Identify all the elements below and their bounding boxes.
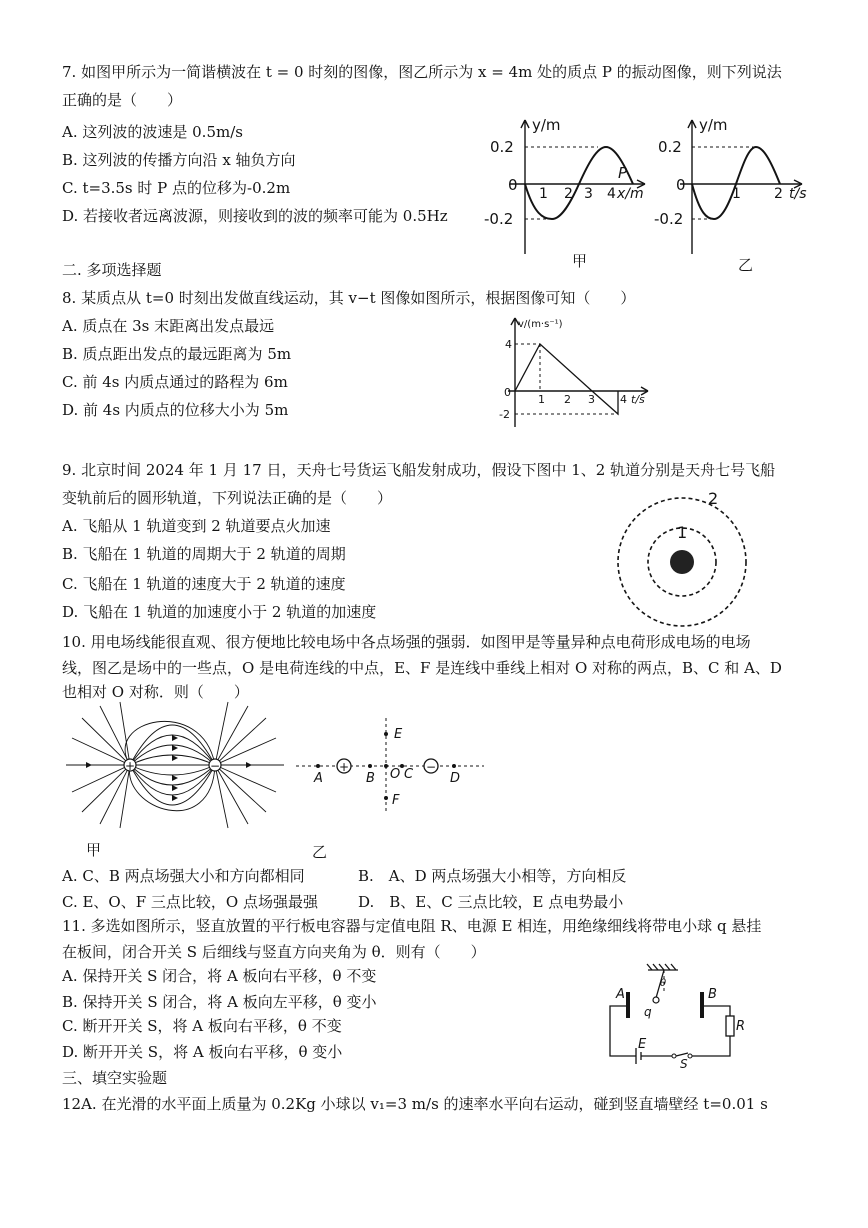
charged-ball-icon (653, 997, 659, 1003)
q8-ytick-neg2: -2 (499, 408, 510, 421)
earth-icon (670, 550, 694, 574)
label-q: q (644, 1005, 652, 1019)
point-c-label: C (404, 767, 414, 782)
q8-xtick-1: 1 (538, 393, 545, 406)
label-e: E (638, 1037, 647, 1052)
q7-jia-xtick-1: 1 (539, 186, 548, 202)
q11-option-c: C. 断开开关 S，将 A 板向右平移，θ 不变 (62, 1017, 342, 1035)
q7-yi-ylabel: y/m (699, 116, 728, 134)
q7-jia-xtick-2: 2 (564, 186, 573, 202)
q10-option-d: D. B、E、C 三点比较，E 点电势最小 (358, 893, 624, 911)
q8-xlabel: t/s (631, 393, 645, 406)
q8-vt-graph (498, 312, 658, 432)
q7-point-p-label: P (618, 164, 628, 182)
q11-stem-line2: 在板间，闭合开关 S 后细线与竖直方向夹角为 θ．则有（ ） (62, 943, 486, 961)
point-d-label: D (450, 771, 461, 786)
q10-option-c: C. E、O、F 三点比较，O 点场强最强 (62, 893, 318, 911)
q8-xtick-2: 2 (564, 393, 571, 406)
q7-option-d: D. 若接收者远离波源，则接收到的波的频率可能为 0.5Hz (62, 207, 448, 225)
q7-jia-xtick-4: 4 (607, 186, 616, 202)
label-r: R (736, 1019, 746, 1034)
q7-wave-graph (480, 112, 650, 272)
q9-orbit-diagram (612, 489, 752, 632)
section-3-heading: 三、填空实验题 (62, 1069, 168, 1087)
q10-points-figure (294, 714, 490, 814)
q9-option-a: A. 飞船从 1 轨道变到 2 轨道要点火加速 (62, 517, 331, 535)
point-o-label: O (390, 767, 401, 782)
q7-yi-caption: 乙 (738, 256, 754, 274)
q7-yi-xlabel: t/s (789, 186, 807, 202)
orbit-2-label: 2 (708, 489, 719, 508)
q10-option-b: B. A、D 两点场强大小相等，方向相反 (358, 867, 627, 885)
resistor-r (726, 1016, 734, 1036)
label-b: B (708, 987, 717, 1002)
q7-jia-caption: 甲 (572, 252, 588, 270)
q10-yi-minus: − (426, 760, 437, 774)
q7-yi-ytick-0.2: 0.2 (658, 138, 682, 156)
q7-jia-ytick-0.2: 0.2 (490, 138, 514, 156)
q7-yi-xtick-2: 2 (774, 186, 783, 202)
q7-yi-ytick-neg0.2: -0.2 (654, 210, 684, 228)
q8-ylabel: v/(m·s⁻¹) (518, 319, 563, 330)
q7-jia-xtick-3: 3 (584, 186, 593, 202)
label-theta: θ (660, 978, 667, 989)
positive-charge-sign: + (125, 759, 136, 773)
q10-stem-line2: 线，图乙是场中的一些点，O 是电荷连线的中点，E、F 是连线中垂线上相对 O 对称的两点，B、C 和 A、D (62, 659, 782, 677)
q10-option-a: A. C、B 两点场强大小和方向都相同 (62, 867, 305, 885)
q7-stem-line2: 正确的是（ ） (62, 91, 183, 109)
point-e-label: E (394, 727, 403, 742)
q8-option-b: B. 质点距出发点的最远距离为 5m (62, 345, 292, 363)
q8-option-c: C. 前 4s 内质点通过的路程为 6m (62, 373, 288, 391)
q10-stem-line3: 也相对 O 对称．则（ ） (62, 683, 249, 701)
point-b-label: B (366, 771, 375, 786)
q8-stem: 8. 某质点从 t=0 时刻出发做直线运动，其 v−t 图像如图所示，根据图像可知（ ） (62, 289, 636, 307)
q7-option-a: A. 这列波的波速是 0.5m/s (62, 123, 243, 141)
q11-option-d: D. 断开开关 S，将 A 板向右平移，θ 变小 (62, 1043, 343, 1061)
q9-stem-line1: 9. 北京时间 2024 年 1 月 17 日，天舟七号货运飞船发射成功，假设下图中 1、2 轨道分别是天舟七号飞船 (62, 461, 776, 479)
q9-option-c: C. 飞船在 1 轨道的速度大于 2 轨道的速度 (62, 575, 346, 593)
q9-option-b: B. 飞船在 1 轨道的周期大于 2 轨道的周期 (62, 545, 346, 563)
q7-option-c: C. t=3.5s 时 P 点的位移为-0.2m (62, 179, 291, 197)
q7-jia-ylabel: y/m (532, 116, 561, 134)
q8-option-a: A. 质点在 3s 末距离出发点最远 (62, 317, 275, 335)
q8-ytick-0: 0 (504, 386, 511, 399)
q7-yi-ytick-0: 0 (676, 176, 686, 194)
q7-stem-line1: 7. 如图甲所示为一简谐横波在 t = 0 时刻的图像，图乙所示为 x = 4m 处的质点 P 的振动图像，则下列说法 (62, 63, 782, 81)
q8-ytick-4: 4 (505, 338, 512, 351)
label-a: A (616, 987, 625, 1002)
q8-option-d: D. 前 4s 内质点的位移大小为 5m (62, 401, 289, 419)
q7-vibration-graph (652, 112, 812, 272)
q11-option-b: B. 保持开关 S 闭合，将 A 板向左平移，θ 变小 (62, 993, 377, 1011)
q7-jia-ytick-neg0.2: -0.2 (484, 210, 514, 228)
q10-fig-jia-caption: 甲 (86, 841, 102, 859)
q9-option-d: D. 飞船在 1 轨道的加速度小于 2 轨道的加速度 (62, 603, 377, 621)
q7-option-b: B. 这列波的传播方向沿 x 轴负方向 (62, 151, 296, 169)
q7-yi-xtick-1: 1 (732, 186, 741, 202)
q11-option-a: A. 保持开关 S 闭合，将 A 板向右平移，θ 不变 (62, 967, 377, 985)
q9-stem-line2: 变轨前后的圆形轨道，下列说法正确的是（ ） (62, 489, 393, 507)
q10-yi-plus: + (339, 760, 350, 774)
point-a-label: A (314, 771, 323, 786)
q12-stem-line1: 12A. 在光滑的水平面上质量为 0.2Kg 小球以 v₁=3 m/s 的速率水平向右运动，碰到竖直墙壁经 t=0.01 s (62, 1095, 768, 1113)
q7-jia-xlabel: x/m (617, 186, 644, 202)
q7-jia-ytick-0: 0 (508, 176, 518, 194)
label-s: S (680, 1057, 688, 1071)
q8-xtick-4: 4 (620, 393, 627, 406)
q10-stem-line1: 10. 用电场线能很直观、很方便地比较电场中各点场强的强弱．如图甲是等量异种点电荷形成电场的电场 (62, 633, 751, 651)
section-2-heading: 二. 多项选择题 (62, 261, 162, 279)
point-f-label: F (392, 793, 400, 808)
negative-charge-sign: − (210, 759, 221, 773)
orbit-1-label: 1 (677, 523, 688, 542)
q11-capacitor-circuit (600, 964, 750, 1071)
q8-xtick-3: 3 (588, 393, 595, 406)
q10-field-lines-figure (62, 700, 292, 830)
q10-fig-yi-caption: 乙 (312, 843, 328, 861)
q11-stem-line1: 11. 多选如图所示，竖直放置的平行板电容器与定值电阻 R、电源 E 相连，用绝缘细线将带电小球 q 悬挂 (62, 917, 762, 935)
